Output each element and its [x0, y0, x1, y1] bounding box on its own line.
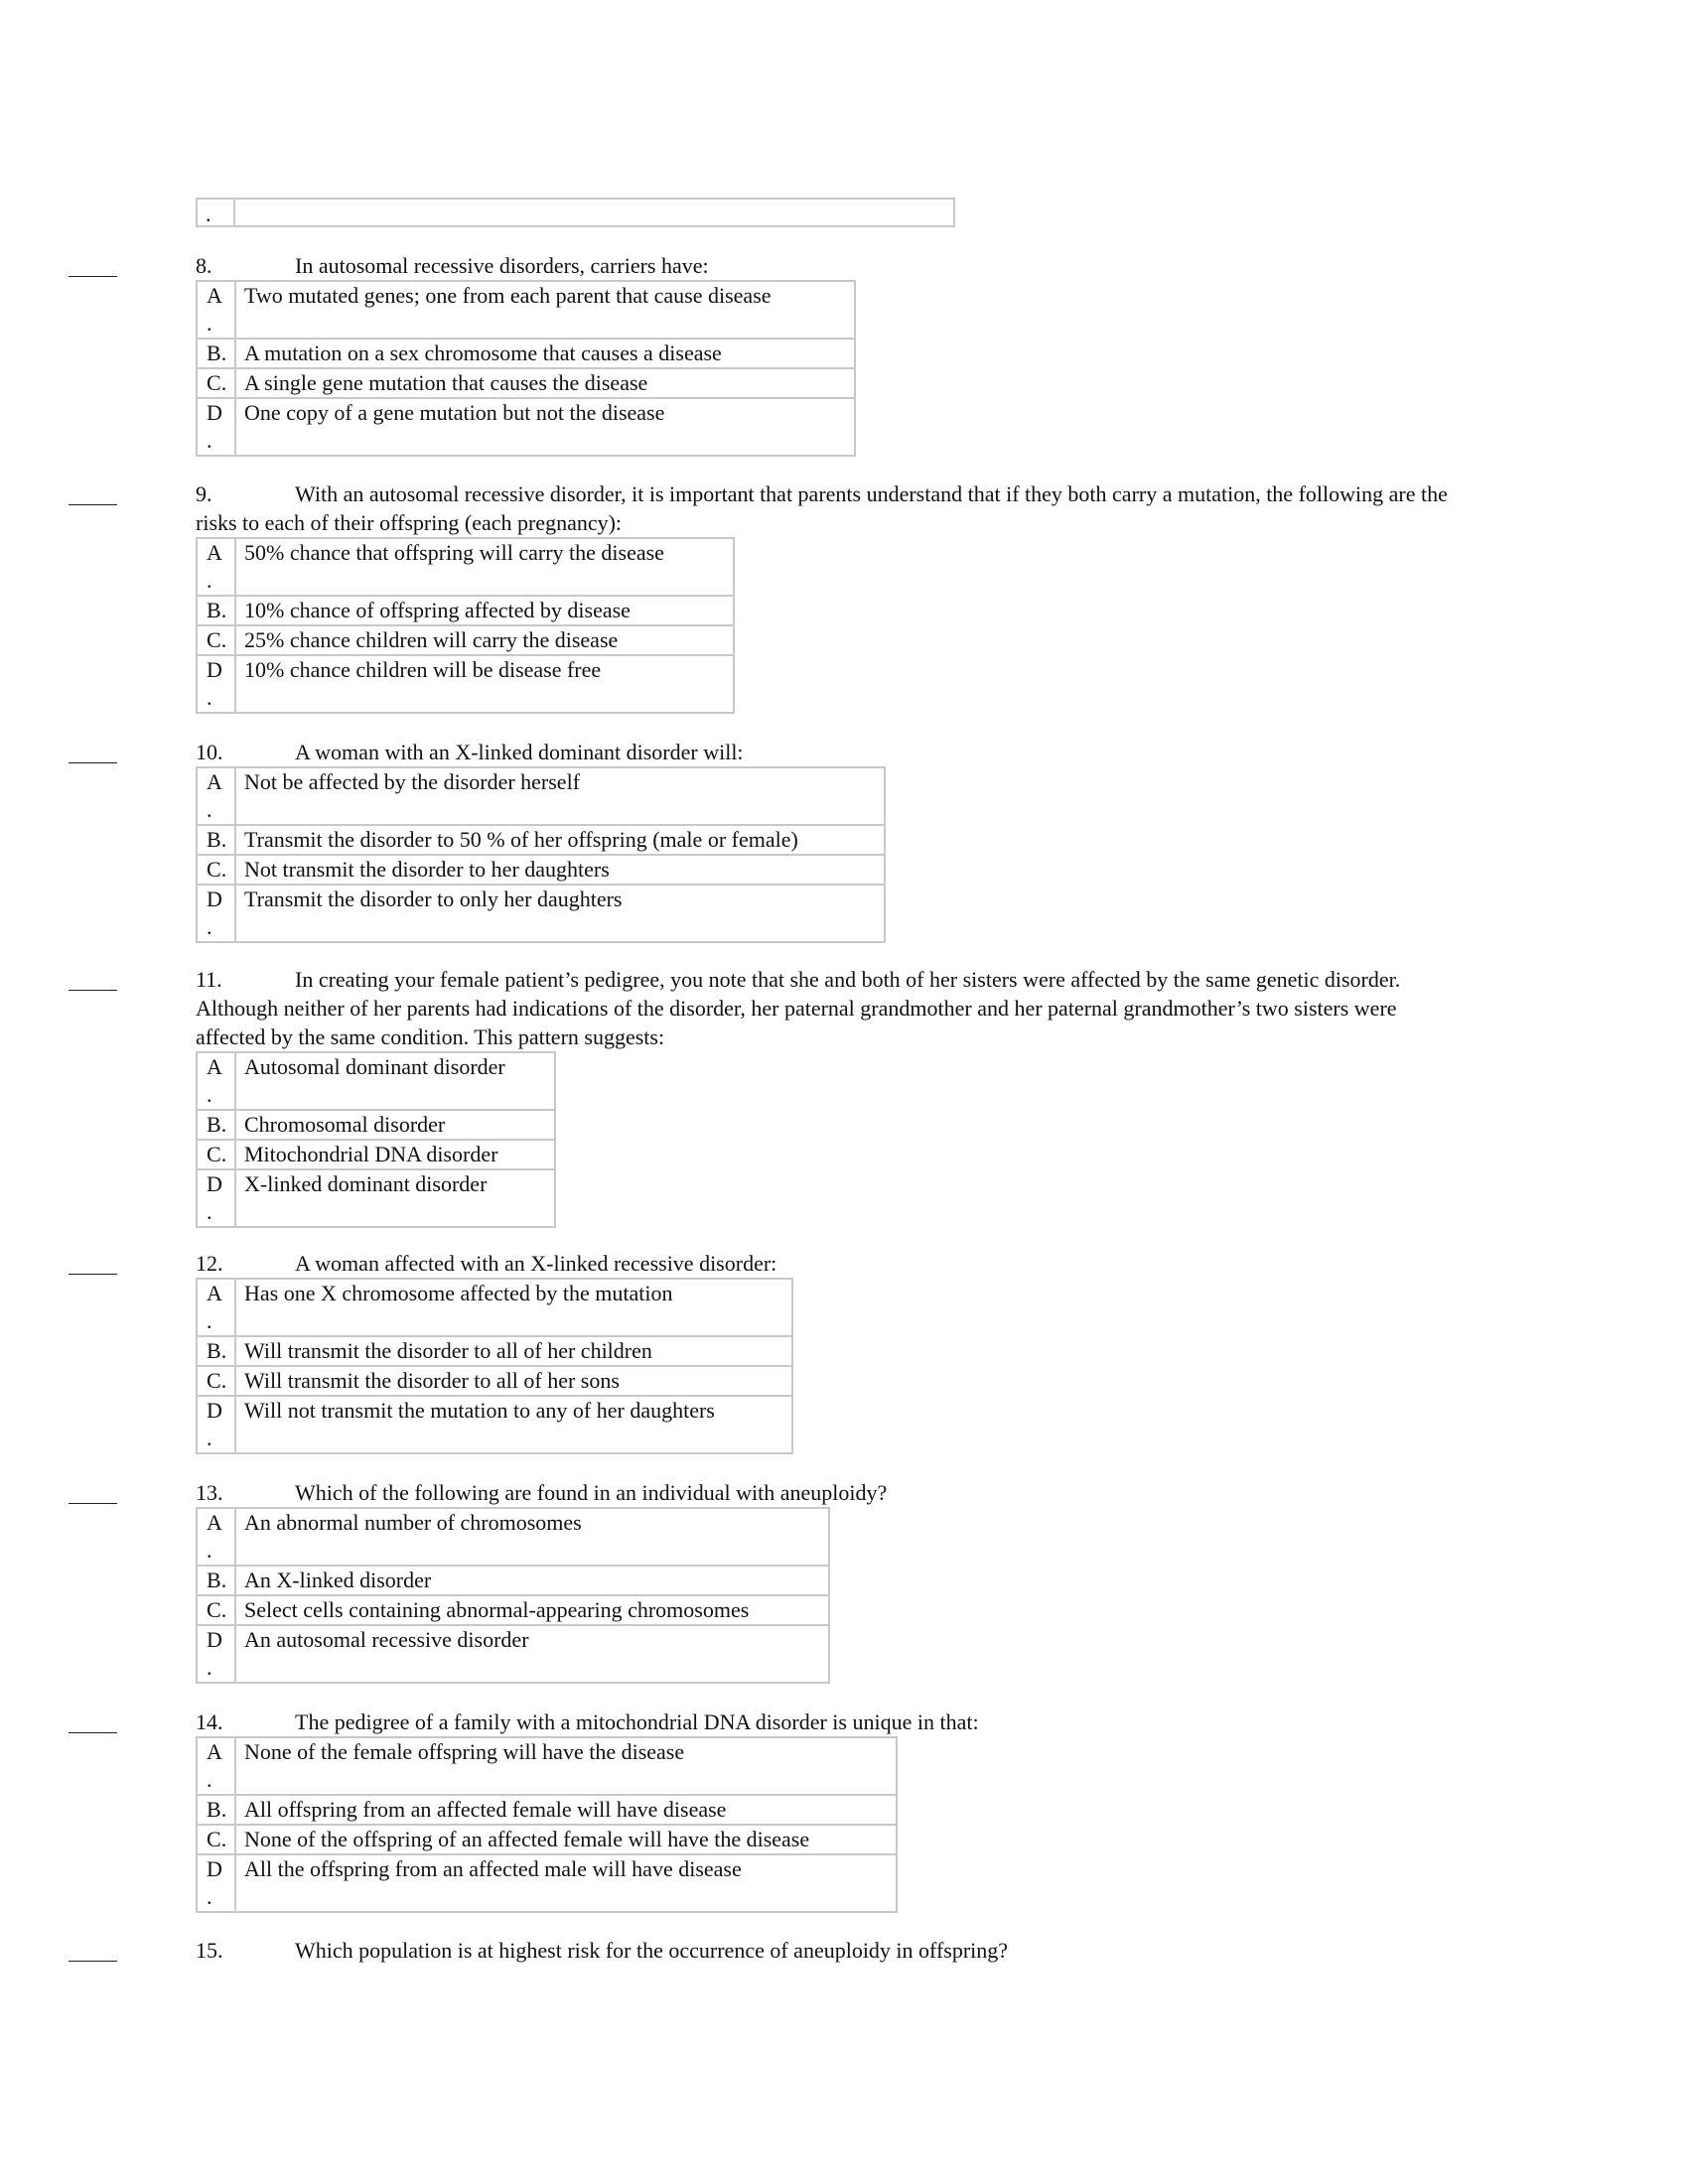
option-text: Chromosomal disorder [235, 1110, 555, 1140]
option-label [197, 1595, 235, 1625]
question-10 [196, 738, 1455, 943]
option-letter: D [207, 887, 222, 911]
question-11 [196, 965, 1455, 1228]
option-row-d[interactable] [197, 1396, 792, 1453]
option-text: An X-linked disorder [235, 1566, 829, 1595]
option-letter: D [207, 1627, 222, 1652]
option-dot: . [207, 1884, 212, 1909]
option-dot: . [220, 1797, 227, 1822]
options-table [196, 280, 856, 457]
option-dot: . [207, 797, 212, 822]
option-text: All offspring from an affected female will have disease [235, 1795, 897, 1825]
option-text: Will transmit the disorder to all of her children [235, 1336, 792, 1366]
question-13 [196, 1478, 1455, 1684]
option-text: 50% chance that offspring will carry the disease [235, 538, 734, 596]
option-text: Transmit the disorder to only her daughters [235, 885, 885, 942]
answer-blank[interactable] [69, 990, 117, 991]
question-text [196, 1936, 1455, 1965]
option-label [197, 767, 235, 825]
question-text [196, 965, 1455, 1051]
option-row-a[interactable] [197, 1737, 897, 1795]
option-letter: D [207, 657, 222, 682]
option-label [197, 1737, 235, 1795]
option-dot: . [220, 1338, 227, 1363]
question-prompt: A woman with an X-linked dominant disorder will: [295, 740, 744, 764]
option-label [197, 1110, 235, 1140]
option-letter: B [207, 598, 221, 622]
option-label [197, 1508, 235, 1566]
option-dot: . [220, 827, 227, 852]
option-row-d[interactable] [197, 655, 734, 713]
answer-blank[interactable] [69, 276, 117, 277]
option-dot: . [220, 598, 227, 622]
option-dot: . [220, 1112, 227, 1137]
question-prompt: Which of the following are found in an individual with aneuploidy? [295, 1480, 888, 1505]
option-label [197, 368, 235, 398]
option-letter: D [207, 1398, 222, 1423]
option-label [197, 1566, 235, 1595]
question-8 [196, 251, 1455, 457]
option-row-b[interactable] [197, 1110, 555, 1140]
question-number: 15. [196, 1938, 223, 1963]
option-row-c[interactable] [197, 1140, 555, 1169]
option-label [197, 1625, 235, 1683]
option-text: An autosomal recessive disorder [235, 1625, 829, 1683]
option-dot: . [207, 1199, 212, 1224]
question-prompt: In creating your female patient’s pedigree, you note that she and both of her sisters were affected by the same genetic disorder. Although neither of her parents had indications of the disorder, her paternal grandmother and her paternal grandmother’s two sisters were affected by the same condition. This pattern suggests: [196, 967, 1401, 1049]
option-text: A mutation on a sex chromosome that causes a disease [235, 339, 855, 368]
option-row-c[interactable] [197, 855, 885, 885]
option-label [197, 1169, 235, 1227]
question-number: 12. [196, 1251, 223, 1276]
option-text: None of the female offspring will have the disease [235, 1737, 897, 1795]
option-letter: B [207, 827, 221, 852]
question-number: 10. [196, 740, 223, 764]
option-label [197, 1052, 235, 1110]
option-row-b[interactable] [197, 339, 855, 368]
option-letter: A [207, 1510, 222, 1535]
question-prompt: The pedigree of a family with a mitochondrial DNA disorder is unique in that: [295, 1709, 979, 1734]
question-prompt: In autosomal recessive disorders, carriers have: [295, 253, 709, 278]
option-label [197, 885, 235, 942]
option-letter: C [207, 1368, 221, 1393]
option-text: All the offspring from an affected male will have disease [235, 1854, 897, 1912]
option-row-d[interactable] [197, 398, 855, 456]
option-row-a[interactable] [197, 1279, 792, 1336]
option-label [197, 855, 235, 885]
option-label [197, 1279, 235, 1336]
option-letter: B [207, 1338, 221, 1363]
option-dot: . [220, 1368, 227, 1393]
option-row-c[interactable] [197, 1366, 792, 1396]
option-label [197, 655, 235, 713]
question-prompt: With an autosomal recessive disorder, it is important that parents understand that if they both carry a mutation, the following are the risks to each of their offspring (each pregnancy): [196, 481, 1448, 535]
option-text: Select cells containing abnormal-appearing chromosomes [235, 1595, 829, 1625]
option-text: 25% chance children will carry the disease [235, 625, 734, 655]
option-dot: . [207, 914, 212, 939]
option-label [197, 1396, 235, 1453]
option-label [197, 281, 235, 339]
option-letter: C [207, 857, 221, 882]
option-label [197, 596, 235, 625]
option-letter: C [207, 370, 221, 395]
question-number: 13. [196, 1480, 223, 1505]
option-row-a[interactable] [197, 281, 855, 339]
option-dot: . [207, 1538, 212, 1563]
question-prompt: Which population is at highest risk for the occurrence of aneuploidy in offspring? [295, 1938, 1009, 1963]
option-dot: . [207, 1655, 212, 1680]
option-label [197, 339, 235, 368]
option-text: A single gene mutation that causes the disease [235, 368, 855, 398]
option-dot: . [220, 370, 227, 395]
answer-blank[interactable] [69, 762, 117, 763]
option-row-d[interactable] [197, 885, 885, 942]
option-letter: A [207, 1739, 222, 1764]
option-row-c[interactable] [197, 1595, 829, 1625]
option-label [197, 1795, 235, 1825]
option-row-a[interactable] [197, 538, 734, 596]
option-letter: A [207, 1281, 222, 1305]
option-dot: . [207, 1767, 212, 1792]
option-text: None of the offspring of an affected female will have the disease [235, 1825, 897, 1854]
option-label [197, 1336, 235, 1366]
option-row-c[interactable] [197, 368, 855, 398]
options-table [196, 1278, 793, 1454]
options-table [196, 1736, 898, 1913]
question-number: 9. [196, 481, 212, 506]
option-text: Not be affected by the disorder herself [235, 767, 885, 825]
option-letter: B [207, 341, 221, 365]
option-text: Will not transmit the mutation to any of her daughters [235, 1396, 792, 1453]
options-table [196, 766, 886, 943]
options-table [196, 537, 735, 714]
question-9 [196, 479, 1455, 714]
option-text: Not transmit the disorder to her daughters [235, 855, 885, 885]
question-prompt: A woman affected with an X-linked recessive disorder: [295, 1251, 777, 1276]
option-dot: . [220, 857, 227, 882]
question-text [196, 1249, 1455, 1278]
option-dot: . [207, 311, 212, 336]
option-label: . [197, 199, 234, 226]
answer-blank[interactable] [69, 1274, 117, 1275]
option-label [197, 1366, 235, 1396]
option-dot: . [207, 568, 212, 593]
question-text [196, 1478, 1455, 1507]
question-15 [196, 1936, 1455, 1965]
options-table [196, 1051, 556, 1228]
option-text [234, 199, 954, 226]
option-label [197, 538, 235, 596]
option-letter: D [207, 1171, 222, 1196]
answer-blank[interactable] [69, 1961, 117, 1962]
option-row-c[interactable] [197, 1825, 897, 1854]
option-dot: . [207, 685, 212, 710]
option-text: Two mutated genes; one from each parent that cause disease [235, 281, 855, 339]
question-number: 8. [196, 253, 212, 278]
option-row-b[interactable] [197, 596, 734, 625]
question-12 [196, 1249, 1455, 1454]
option-dot: . [220, 1827, 227, 1851]
option-row-b[interactable] [197, 825, 885, 855]
option-row-b[interactable] [197, 1566, 829, 1595]
option-row-d[interactable] [197, 1625, 829, 1683]
option-letter: A [207, 283, 222, 308]
question-text [196, 479, 1455, 537]
option-text: Transmit the disorder to 50 % of her offspring (male or female) [235, 825, 885, 855]
option-row-c[interactable] [197, 625, 734, 655]
option-row-b[interactable] [197, 1795, 897, 1825]
question-text [196, 1707, 1455, 1736]
option-label [197, 625, 235, 655]
question-text [196, 251, 1455, 280]
option-row-a[interactable] [197, 1508, 829, 1566]
answer-blank[interactable] [69, 1503, 117, 1504]
option-row-d[interactable] [197, 1854, 897, 1912]
option-row-d[interactable] [197, 1169, 555, 1227]
option-letter: C [207, 1142, 221, 1166]
option-letter: D [207, 400, 222, 425]
option-dot: . [207, 1082, 212, 1107]
option-row-a[interactable] [197, 1052, 555, 1110]
previous-question-table-fragment [196, 198, 955, 227]
answer-blank[interactable] [69, 1732, 117, 1733]
option-letter: A [207, 1054, 222, 1079]
answer-blank[interactable] [69, 504, 117, 505]
option-letter: B [207, 1797, 221, 1822]
option-label [197, 1825, 235, 1854]
option-dot: . [207, 428, 212, 453]
option-label [197, 1854, 235, 1912]
option-letter: C [207, 1597, 221, 1622]
option-dot: . [220, 1568, 227, 1592]
option-letter: D [207, 1856, 222, 1881]
option-row-a[interactable] [197, 767, 885, 825]
option-label [197, 398, 235, 456]
option-text: One copy of a gene mutation but not the disease [235, 398, 855, 456]
option-text: Autosomal dominant disorder [235, 1052, 555, 1110]
option-letter: A [207, 769, 222, 794]
options-table [196, 1507, 830, 1684]
option-text: Has one X chromosome affected by the mutation [235, 1279, 792, 1336]
option-letter: A [207, 540, 222, 565]
option-letter: B [207, 1568, 221, 1592]
question-14 [196, 1707, 1455, 1913]
option-dot: . [207, 1308, 212, 1333]
option-text: Will transmit the disorder to all of her sons [235, 1366, 792, 1396]
option-dot: . [220, 1142, 227, 1166]
option-dot: . [220, 1597, 227, 1622]
option-letter: C [207, 627, 221, 652]
option-dot: . [220, 341, 227, 365]
option-letter: B [207, 1112, 221, 1137]
option-row-b[interactable] [197, 1336, 792, 1366]
option-label [197, 825, 235, 855]
question-number: 14. [196, 1709, 223, 1734]
option-text: 10% chance children will be disease free [235, 655, 734, 713]
option-dot: . [207, 1426, 212, 1450]
question-text [196, 738, 1455, 766]
option-letter: C [207, 1827, 221, 1851]
option-text: An abnormal number of chromosomes [235, 1508, 829, 1566]
option-text: X-linked dominant disorder [235, 1169, 555, 1227]
option-label [197, 1140, 235, 1169]
option-dot: . [220, 627, 227, 652]
option-text: Mitochondrial DNA disorder [235, 1140, 555, 1169]
option-text: 10% chance of offspring affected by disease [235, 596, 734, 625]
question-number: 11. [196, 967, 222, 992]
